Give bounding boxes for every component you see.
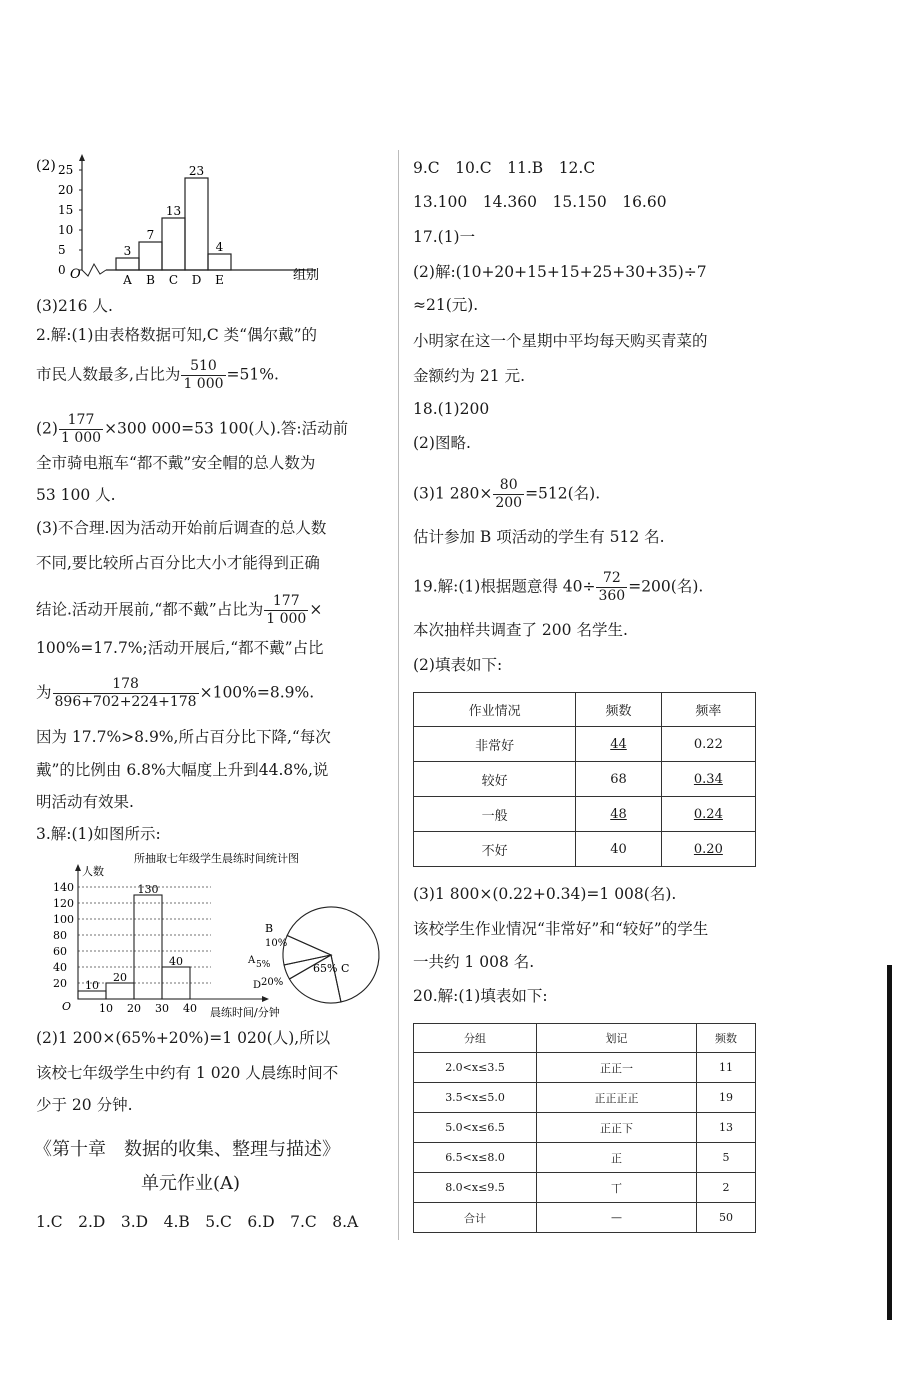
answer-18-2: (2)图略. bbox=[413, 434, 471, 452]
part-2-label: (2) bbox=[36, 158, 56, 174]
fraction-177-1000: $\frac{177}{1 000}$ bbox=[60, 412, 102, 446]
x-tick-label: 30 bbox=[155, 1002, 169, 1015]
pie-slice-C bbox=[287, 907, 379, 1002]
table-row: 5.0<x≤6.5 正正下 13 bbox=[414, 1113, 756, 1143]
answer-17-2-result: ≈21(元). bbox=[413, 296, 479, 314]
frequency-histogram bbox=[36, 150, 336, 285]
histogram-bar-A bbox=[116, 258, 139, 270]
answer-18-1: 18.(1)200 bbox=[413, 400, 490, 418]
pie-chart bbox=[283, 907, 379, 1003]
bar-value-label: 13 bbox=[165, 204, 182, 218]
q2-line-13: 明活动有效果. bbox=[36, 793, 134, 811]
answer-17-1: 17.(1)一 bbox=[413, 228, 476, 246]
q2-line-11: 因为 17.7%>8.9%,所占百分比下降,“每次 bbox=[36, 728, 331, 746]
table-row: 非常好 44 0.22 bbox=[414, 727, 756, 762]
answer-18-3: (3)1 280× $\frac{80}{200}$ =512(名). bbox=[413, 477, 601, 511]
histogram-bar-D bbox=[185, 178, 208, 270]
th-frequency: 频数 bbox=[576, 693, 662, 727]
pie-label-d: D bbox=[253, 980, 262, 991]
answers-row: 1.C 2.D 3.D 4.B 5.C 6.D 7.C 8.A bbox=[36, 1213, 359, 1231]
answer-19-2: (2)填表如下: bbox=[413, 656, 503, 674]
th-count: 频数 bbox=[697, 1024, 756, 1053]
category-label: E bbox=[215, 273, 224, 285]
chapter-title: 《第十章 数据的收集、整理与描述》 bbox=[34, 1139, 340, 1160]
q2-line-12: 戴”的比例由 6.8%大幅度上升到44.8%,说 bbox=[36, 761, 329, 779]
answers-9-12: 9.C 10.C 11.B 12.C bbox=[413, 159, 596, 177]
answer-17-conclusion-1: 小明家在这一个星期中平均每天购买青菜的 bbox=[413, 332, 708, 350]
q2-line-6: (3)不合理.因为活动开始前后调查的总人数 bbox=[36, 519, 327, 537]
th-tally: 划记 bbox=[537, 1024, 697, 1053]
y-tick-label: 20 bbox=[58, 183, 74, 197]
homework-frequency-table bbox=[413, 692, 756, 867]
x-tick-label: 20 bbox=[127, 1002, 141, 1015]
answer-1-3: (3)216 人. bbox=[36, 297, 113, 315]
y-axis-label: 人数 bbox=[82, 865, 104, 878]
answers-13-16: 13.100 14.360 15.150 16.60 bbox=[413, 193, 667, 211]
histogram-bar-E bbox=[208, 254, 231, 270]
table-row: 较好 68 0.34 bbox=[414, 762, 756, 797]
y-axis-arrow bbox=[79, 154, 85, 161]
category-label: D bbox=[191, 273, 202, 285]
table-row: 3.5<x≤5.0 正正正正 19 bbox=[414, 1083, 756, 1113]
bar-value-label: 40 bbox=[169, 955, 183, 968]
q3-line-2: (2)1 200×(65%+20%)=1 020(人),所以 bbox=[36, 1029, 331, 1047]
x-axis-arrow bbox=[262, 996, 269, 1002]
th-situation: 作业情况 bbox=[414, 693, 576, 727]
pie-label-b-pct: 10% bbox=[265, 938, 288, 949]
grouping-frequency-table bbox=[413, 1023, 756, 1233]
fraction-178: $\frac{178}{896+702+224+178}$ bbox=[54, 676, 197, 710]
x-tick-label: 40 bbox=[183, 1002, 197, 1015]
chart-title: 所抽取七年级学生晨练时间统计图 bbox=[134, 852, 299, 865]
exercise-bar-2 bbox=[106, 983, 134, 999]
column-divider bbox=[398, 150, 399, 1240]
axis-break-zigzag bbox=[82, 264, 106, 276]
table-row: 不好 40 0.20 bbox=[414, 832, 756, 867]
answer-19-conclusion-1: 该校学生作业情况“非常好”和“较好”的学生 bbox=[413, 920, 709, 938]
pie-label-d-pct: 20% bbox=[261, 977, 284, 988]
y-tick-label: 80 bbox=[53, 929, 67, 942]
y-axis-arrow bbox=[75, 864, 81, 871]
answer-20-1: 20.解:(1)填表如下: bbox=[413, 987, 548, 1005]
bar-value-label: 7 bbox=[146, 228, 155, 242]
table-row: 合计 — 50 bbox=[414, 1203, 756, 1233]
q2-line-4: 全市骑电瓶车“都不戴”安全帽的总人数为 bbox=[36, 454, 316, 472]
y-tick-label: 40 bbox=[53, 961, 67, 974]
category-label: A bbox=[123, 273, 132, 285]
bar-value-label: 20 bbox=[113, 971, 127, 984]
q2-line-5: 53 100 人. bbox=[36, 486, 116, 504]
answer-17-conclusion-2: 金额约为 21 元. bbox=[413, 367, 526, 385]
table-row: 一般 48 0.24 bbox=[414, 797, 756, 832]
fraction-510-1000: $\frac{510}{1 000}$ bbox=[183, 358, 224, 392]
q3-line-4: 少于 20 分钟. bbox=[36, 1096, 133, 1114]
category-label: B bbox=[146, 273, 155, 285]
fraction-177-1000-b: $\frac{177}{1 000}$ bbox=[266, 593, 307, 627]
y-tick-label: 10 bbox=[58, 223, 74, 237]
y-tick-label: 25 bbox=[58, 163, 74, 177]
q3-line-3: 该校七年级学生中约有 1 020 人晨练时间不 bbox=[36, 1064, 339, 1082]
q2-line-2: 市民人数最多,占比为 $\frac{510}{1 000}$ =51%. bbox=[36, 358, 279, 392]
histogram-bar-B bbox=[139, 242, 162, 270]
bar-value-label: 4 bbox=[215, 240, 224, 254]
fraction-80-200: $\frac{80}{200}$ bbox=[495, 477, 523, 511]
y-tick-label: 60 bbox=[53, 945, 67, 958]
unit-title: 单元作业(A) bbox=[141, 1173, 241, 1194]
y-tick-label: 0 bbox=[58, 263, 66, 277]
x-tick-label: 10 bbox=[99, 1002, 113, 1015]
q2-line-3: (2) $\frac{177}{1 000}$ ×300 000=53 100(人).答:活动前 bbox=[36, 412, 349, 446]
y-tick-label: 15 bbox=[58, 203, 74, 217]
answer-18-conclusion: 估计参加 B 项活动的学生有 512 名. bbox=[413, 528, 665, 546]
x-axis-label: 组别 bbox=[293, 268, 320, 283]
answer-19-1: 19.解:(1)根据题意得 40÷ $\frac{72}{360}$ =200(名). bbox=[413, 570, 704, 604]
y-tick-label: 140 bbox=[53, 881, 74, 894]
scan-edge-mark bbox=[887, 965, 892, 1320]
answer-17-2: (2)解:(10+20+15+15+25+30+35)÷7 bbox=[413, 263, 707, 281]
q2-line-1: 2.解:(1)由表格数据可知,C 类“偶尔戴”的 bbox=[36, 326, 318, 344]
pie-label-a-pct: 5% bbox=[256, 960, 271, 970]
table-row: 2.0<x≤3.5 正正一 11 bbox=[414, 1053, 756, 1083]
q3-line-1: 3.解:(1)如图所示: bbox=[36, 825, 161, 843]
q2-line-8: 结论.活动开展前,“都不戴”占比为 $\frac{177}{1 000}$ × bbox=[36, 593, 323, 627]
pie-label-b: B bbox=[265, 922, 274, 935]
bar-value-label: 130 bbox=[137, 883, 159, 896]
bar-value-label: 10 bbox=[85, 979, 99, 992]
category-label: C bbox=[168, 273, 179, 285]
bar-value-label: 3 bbox=[123, 244, 132, 258]
pie-label-a: A bbox=[248, 955, 256, 966]
x-axis-label: 晨练时间/分钟 bbox=[210, 1006, 280, 1019]
q2-line-9: 100%=17.7%;活动开展后,“都不戴”占比 bbox=[36, 639, 324, 657]
th-rate: 频率 bbox=[661, 693, 755, 727]
answer-19-conclusion: 本次抽样共调查了 200 名学生. bbox=[413, 621, 628, 639]
y-tick-label: 20 bbox=[53, 977, 67, 990]
histogram-bar-C bbox=[162, 218, 185, 270]
morning-exercise-chart bbox=[36, 850, 386, 1020]
y-tick-label: 5 bbox=[58, 243, 66, 257]
table-row: 8.0<x≤9.5 丅 2 bbox=[414, 1173, 756, 1203]
q2-line-7: 不同,要比较所占百分比大小才能得到正确 bbox=[36, 554, 320, 572]
y-tick-label: 120 bbox=[53, 897, 74, 910]
pie-label-c: 65% C bbox=[313, 962, 350, 975]
origin-label: O bbox=[70, 267, 81, 282]
answer-19-3: (3)1 800×(0.22+0.34)=1 008(名). bbox=[413, 885, 677, 903]
table-row: 6.5<x≤8.0 正 5 bbox=[414, 1143, 756, 1173]
exercise-bar-1 bbox=[78, 991, 106, 999]
origin-label: O bbox=[62, 1000, 72, 1013]
fraction-72-360: $\frac{72}{360}$ bbox=[598, 570, 626, 604]
answer-19-conclusion-2: 一共约 1 008 名. bbox=[413, 953, 535, 971]
bar-value-label: 23 bbox=[188, 164, 205, 178]
th-group: 分组 bbox=[414, 1024, 537, 1053]
y-tick-label: 100 bbox=[53, 913, 74, 926]
exercise-bar-3 bbox=[134, 895, 162, 999]
q2-line-10: 为 $\frac{178}{896+702+224+178}$ ×100%=8.9%. bbox=[36, 676, 315, 710]
